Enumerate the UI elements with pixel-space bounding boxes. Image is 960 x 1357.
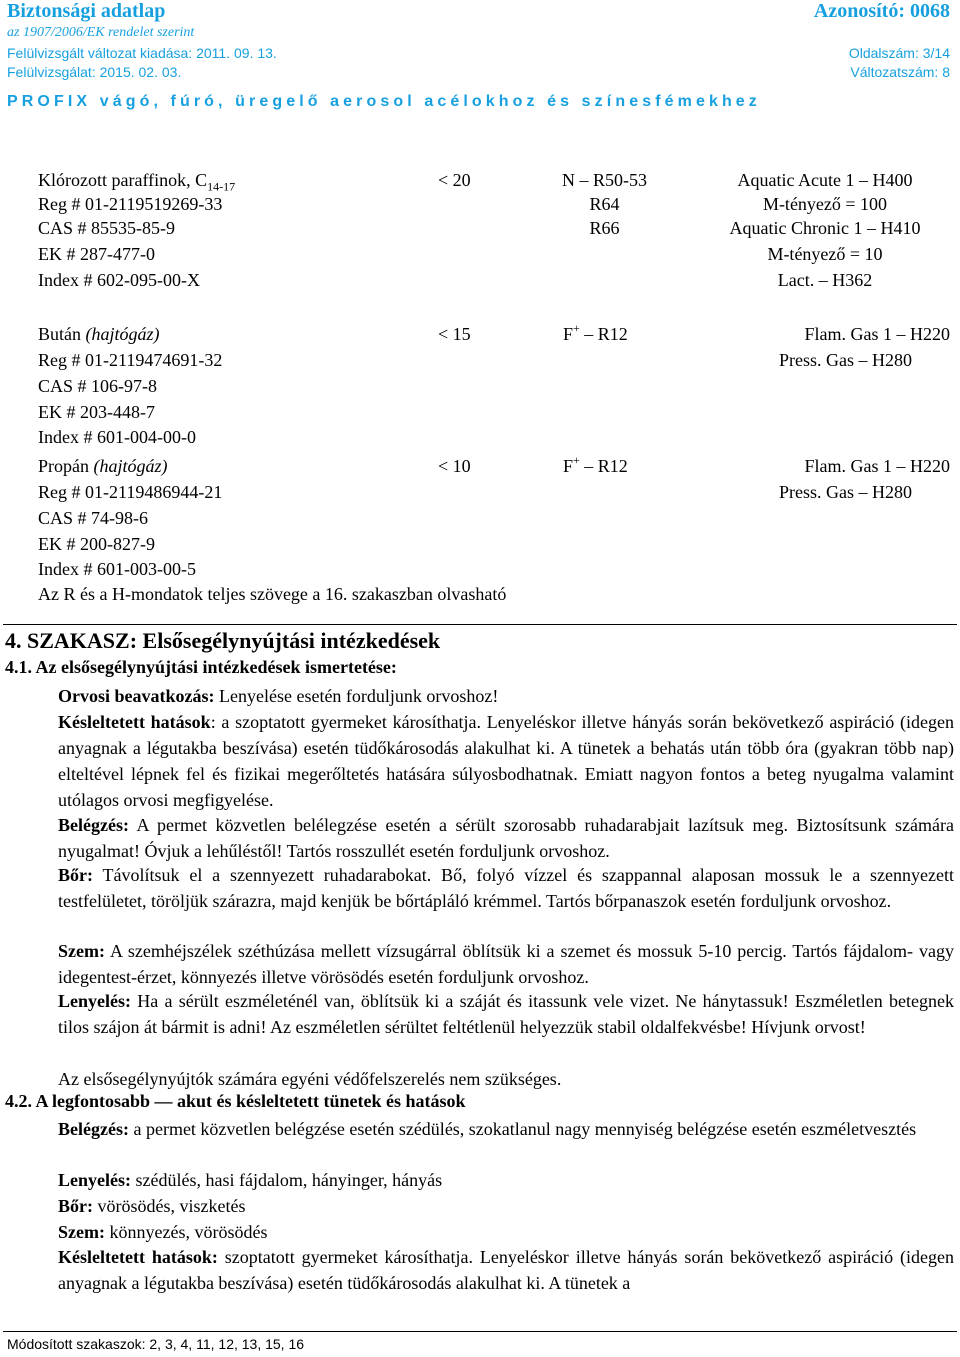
paragraph-ingestion: Lenyelés: Ha a sérült eszméleténél van, öblítsük ki a száját és itassunk vele vizet. Ne hánytassuk! Eszméletlen betegnek tilos szájon át bármit is adni! Az eszméletlen sérültet feltétlenül helyezzük stabil oldalfekvésbe! Hívjunk orvost! [58, 991, 954, 1037]
hazard-statement: Lact. – H362 [777, 270, 873, 290]
subsection-4-2-title: 4.2. A legfontosabb –– akut és késleltetett tünetek és hatások [5, 1091, 466, 1111]
review-date: Felülvizsgálat: 2015. 02. 03. [7, 64, 182, 80]
component-ek: EK # 287-477-0 [38, 244, 155, 264]
component-ek: EK # 200-827-9 [38, 534, 155, 554]
symptom-ingestion: Lenyelés: szédülés, hasi fájdalom, hányinger, hányás [58, 1170, 443, 1190]
version-number: Változatszám: 8 [850, 64, 950, 80]
hazard-statement: Press. Gas – H280 [779, 350, 912, 370]
component-name: Bután (hajtógáz) [38, 324, 160, 344]
component-index: Index # 601-004-00-0 [38, 427, 196, 447]
subsection-4-1-title: 4.1. Az elsősegélynyújtási intézkedések ismertetése: [5, 657, 397, 677]
paragraph-delayed: Késleltetett hatások: a szoptatott gyermeket károsíthatja. Lenyeléskor illetve hányás során bekövetkező aspiráció (idegen anyagnak a légutakba beszívása) esetén tüdőkárosodás alakulhat ki. A tünetek a behatás után több óra (gyakran több nap) elteltével lépnek fel és fizikai megerőltetés hatására súlyosbodhatnak. Emiatt nagyon fontos a beteg nyugalma valamint utólagos orvosi megfigyelése. [58, 712, 954, 810]
footer-modified-sections: Módosított szakaszok: 2, 3, 4, 11, 12, 13, 15, 16 [7, 1336, 305, 1352]
risk-phrase: R64 [589, 194, 620, 214]
paragraph-eye: Szem: A szemhéjszélek széthúzása mellett vízsugárral öblítsük ki a szemet és mossuk 5-10 percig. Tartós fájdalom- vagy idegentest-érzet, könnyezés illetve vörösödés esetén forduljunk orvoshoz. [58, 941, 954, 987]
paragraph-skin: Bőr: Távolítsuk el a szennyezett ruhadarabokat. Bő, folyó vízzel és szappannal alaposan mossuk le a szennyezett testfelületet, töröljük szárazra, majd kenjük be bőrtápláló krémmel. Tartós bőrpanaszok esetén forduljunk orvoshoz. [58, 865, 954, 911]
component-concentration: < 15 [438, 324, 471, 344]
hazard-statement: M-tényező = 100 [762, 194, 888, 214]
hazard-statement: Aquatic Acute 1 – H400 [737, 170, 913, 190]
section-4-title: 4. SZAKASZ: Elsősegélynyújtási intézkedések [5, 628, 441, 653]
component-reg: Reg # 01-2119519269-33 [38, 194, 223, 214]
symptom-eye: Szem: könnyezés, vörösödés [58, 1222, 268, 1242]
page-number: Oldalszám: 3/14 [848, 45, 950, 61]
component-cas: CAS # 106-97-8 [38, 376, 158, 396]
risk-phrase: N – R50-53 [562, 170, 647, 190]
hazard-statement: Flam. Gas 1 – H220 [804, 456, 950, 476]
section-divider [3, 624, 957, 625]
hazard-statement: Flam. Gas 1 – H220 [804, 324, 950, 344]
hazard-statement: Press. Gas – H280 [779, 482, 912, 502]
paragraph-ppe: Az elsősegélynyújtók számára egyéni védőfelszerelés nem szükséges. [58, 1069, 562, 1089]
component-cas: CAS # 74-98-6 [38, 508, 149, 528]
component-concentration: < 20 [438, 170, 471, 190]
hazard-statement: Aquatic Chronic 1 – H410 [729, 218, 921, 238]
component-name: Klórozott paraffinok, $C_{14-17}$ [38, 170, 236, 194]
component-concentration: < 10 [438, 456, 471, 476]
component-index: Index # 602-095-00-X [38, 270, 200, 290]
document-title: Biztonsági adatlap [7, 0, 166, 22]
hazard-statement: M-tényező = 10 [767, 244, 883, 264]
paragraph-medical: Orvosi beavatkozás: Lenyelése esetén forduljunk orvoshoz! [58, 686, 499, 706]
symptom-skin: Bőr: vörösödés, viszketés [58, 1196, 246, 1216]
component-reg: Reg # 01-2119486944-21 [38, 482, 223, 502]
document-id: Azonosító: 0068 [813, 0, 950, 22]
component-name: Propán (hajtógáz) [38, 456, 168, 476]
component-cas: CAS # 85535-85-9 [38, 218, 176, 238]
risk-phrase: F+ – R12 [563, 321, 628, 344]
regulation-subtitle: az 1907/2006/EK rendelet szerint [7, 25, 195, 40]
component-ek: EK # 203-448-7 [38, 402, 155, 422]
risk-phrase: R66 [589, 218, 620, 238]
component-index: Index # 601-003-00-5 [38, 559, 196, 579]
component-reg: Reg # 01-2119474691-32 [38, 350, 223, 370]
symptom-delayed: Késleltetett hatások: szoptatott gyermeket károsíthatja. Lenyeléskor illetve hányás során bekövetkező aspiráció (idegen anyagnak a légutakba beszívása) esetén tüdőkárosodás alakulhat ki. A tünetek a [58, 1247, 954, 1293]
symptom-inhalation: Belégzés: a permet közvetlen belégzése esetén szédülés, szokatlanul nagy mennyiség belégzése esetén eszméletvesztés [58, 1119, 917, 1139]
components-note: Az R és a H-mondatok teljes szövege a 16. szakaszban olvasható [38, 584, 507, 604]
risk-phrase: F+ – R12 [563, 453, 628, 476]
issue-date: Felülvizsgált változat kiadása: 2011. 09. 13. [7, 45, 277, 61]
product-name: PROFIX vágó, fúró, üregelő aerosol acélokhoz és színesfémekhez [7, 93, 761, 110]
paragraph-inhalation: Belégzés: A permet közvetlen belélegzése esetén a sérült szorosabb ruhadarabjait lazítsuk meg. Biztosítsunk számára nyugalmat! Óvjuk a lehűléstől! Tartós rosszullét esetén forduljunk orvoshoz. [58, 815, 954, 861]
footer-divider [3, 1331, 957, 1332]
